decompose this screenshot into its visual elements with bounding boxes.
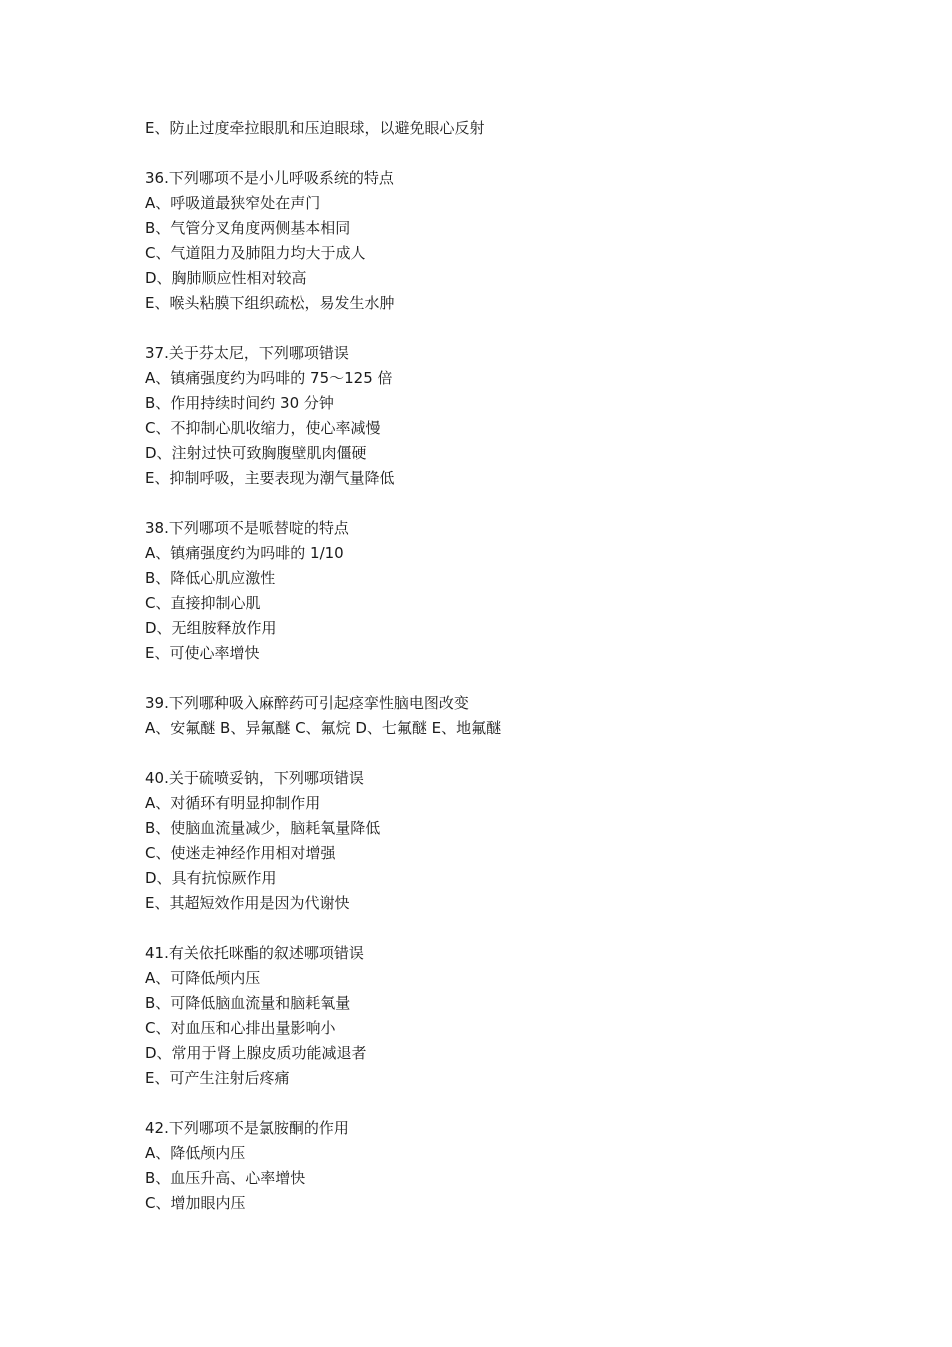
option-line: C、直接抑制心肌 (145, 594, 261, 612)
option-line: D、注射过快可致胸腹壁肌肉僵硬 (145, 444, 367, 462)
option-line: E、其超短效作用是因为代谢快 (145, 894, 350, 912)
option-line: C、气道阻力及肺阻力均大于成人 (145, 244, 366, 262)
spacer (145, 741, 865, 766)
option-line: E、抑制呼吸，主要表现为潮气量降低 (145, 469, 395, 487)
spacer (145, 916, 865, 941)
question-stem: 40.关于硫喷妥钠，下列哪项错误 (145, 769, 364, 787)
spacer (145, 1091, 865, 1116)
spacer (145, 491, 865, 516)
document-page (145, 116, 865, 1216)
option-line: A、镇痛强度约为吗啡的 75～125 倍 (145, 369, 393, 387)
question-stem: 42.下列哪项不是氯胺酮的作用 (145, 1119, 349, 1137)
question-stem: 39.下列哪种吸入麻醉药可引起痉挛性脑电图改变 (145, 694, 469, 712)
option-line: D、无组胺释放作用 (145, 619, 277, 637)
option-line: C、对血压和心排出量影响小 (145, 1019, 336, 1037)
option-line: E、可产生注射后疼痛 (145, 1069, 290, 1087)
question-stem: 36.下列哪项不是小儿呼吸系统的特点 (145, 169, 394, 187)
spacer (145, 141, 865, 166)
option-line: D、胸肺顺应性相对较高 (145, 269, 307, 287)
question-block (145, 691, 865, 741)
option-line: D、常用于肾上腺皮质功能减退者 (145, 1044, 367, 1062)
option-line: B、使脑血流量减少，脑耗氧量降低 (145, 819, 381, 837)
option-line: A、安氟醚 B、异氟醚 C、氟烷 D、七氟醚 E、地氟醚 (145, 719, 502, 737)
spacer (145, 316, 865, 341)
option-line: B、气管分叉角度两侧基本相同 (145, 219, 351, 237)
option-line: A、镇痛强度约为吗啡的 1/10 (145, 544, 344, 562)
question-block (145, 766, 865, 916)
option-line: A、对循环有明显抑制作用 (145, 794, 321, 812)
option-line: A、可降低颅内压 (145, 969, 261, 987)
option-line: B、可降低脑血流量和脑耗氧量 (145, 994, 351, 1012)
option-line: A、呼吸道最狭窄处在声门 (145, 194, 321, 212)
question-block (145, 516, 865, 666)
option-line: E、可使心率增快 (145, 644, 260, 662)
question-stem: 37.关于芬太尼，下列哪项错误 (145, 344, 349, 362)
question-block (145, 941, 865, 1091)
question-block (145, 166, 865, 316)
option-line: E、防止过度牵拉眼肌和压迫眼球，以避免眼心反射 (145, 119, 485, 137)
option-line: A、降低颅内压 (145, 1144, 246, 1162)
option-line: B、作用持续时间约 30 分钟 (145, 394, 334, 412)
spacer (145, 666, 865, 691)
question-stem: 41.有关依托咪酯的叙述哪项错误 (145, 944, 364, 962)
option-line: C、增加眼内压 (145, 1194, 246, 1212)
option-line: B、降低心肌应激性 (145, 569, 276, 587)
option-line: D、具有抗惊厥作用 (145, 869, 277, 887)
option-line: C、不抑制心肌收缩力，使心率减慢 (145, 419, 381, 437)
question-stem: 38.下列哪项不是哌替啶的特点 (145, 519, 349, 537)
option-line: B、血压升高、心率增快 (145, 1169, 306, 1187)
option-line: C、使迷走神经作用相对增强 (145, 844, 336, 862)
question-block (145, 1116, 865, 1216)
option-line: E、喉头粘膜下组织疏松，易发生水肿 (145, 294, 395, 312)
question-block (145, 341, 865, 491)
